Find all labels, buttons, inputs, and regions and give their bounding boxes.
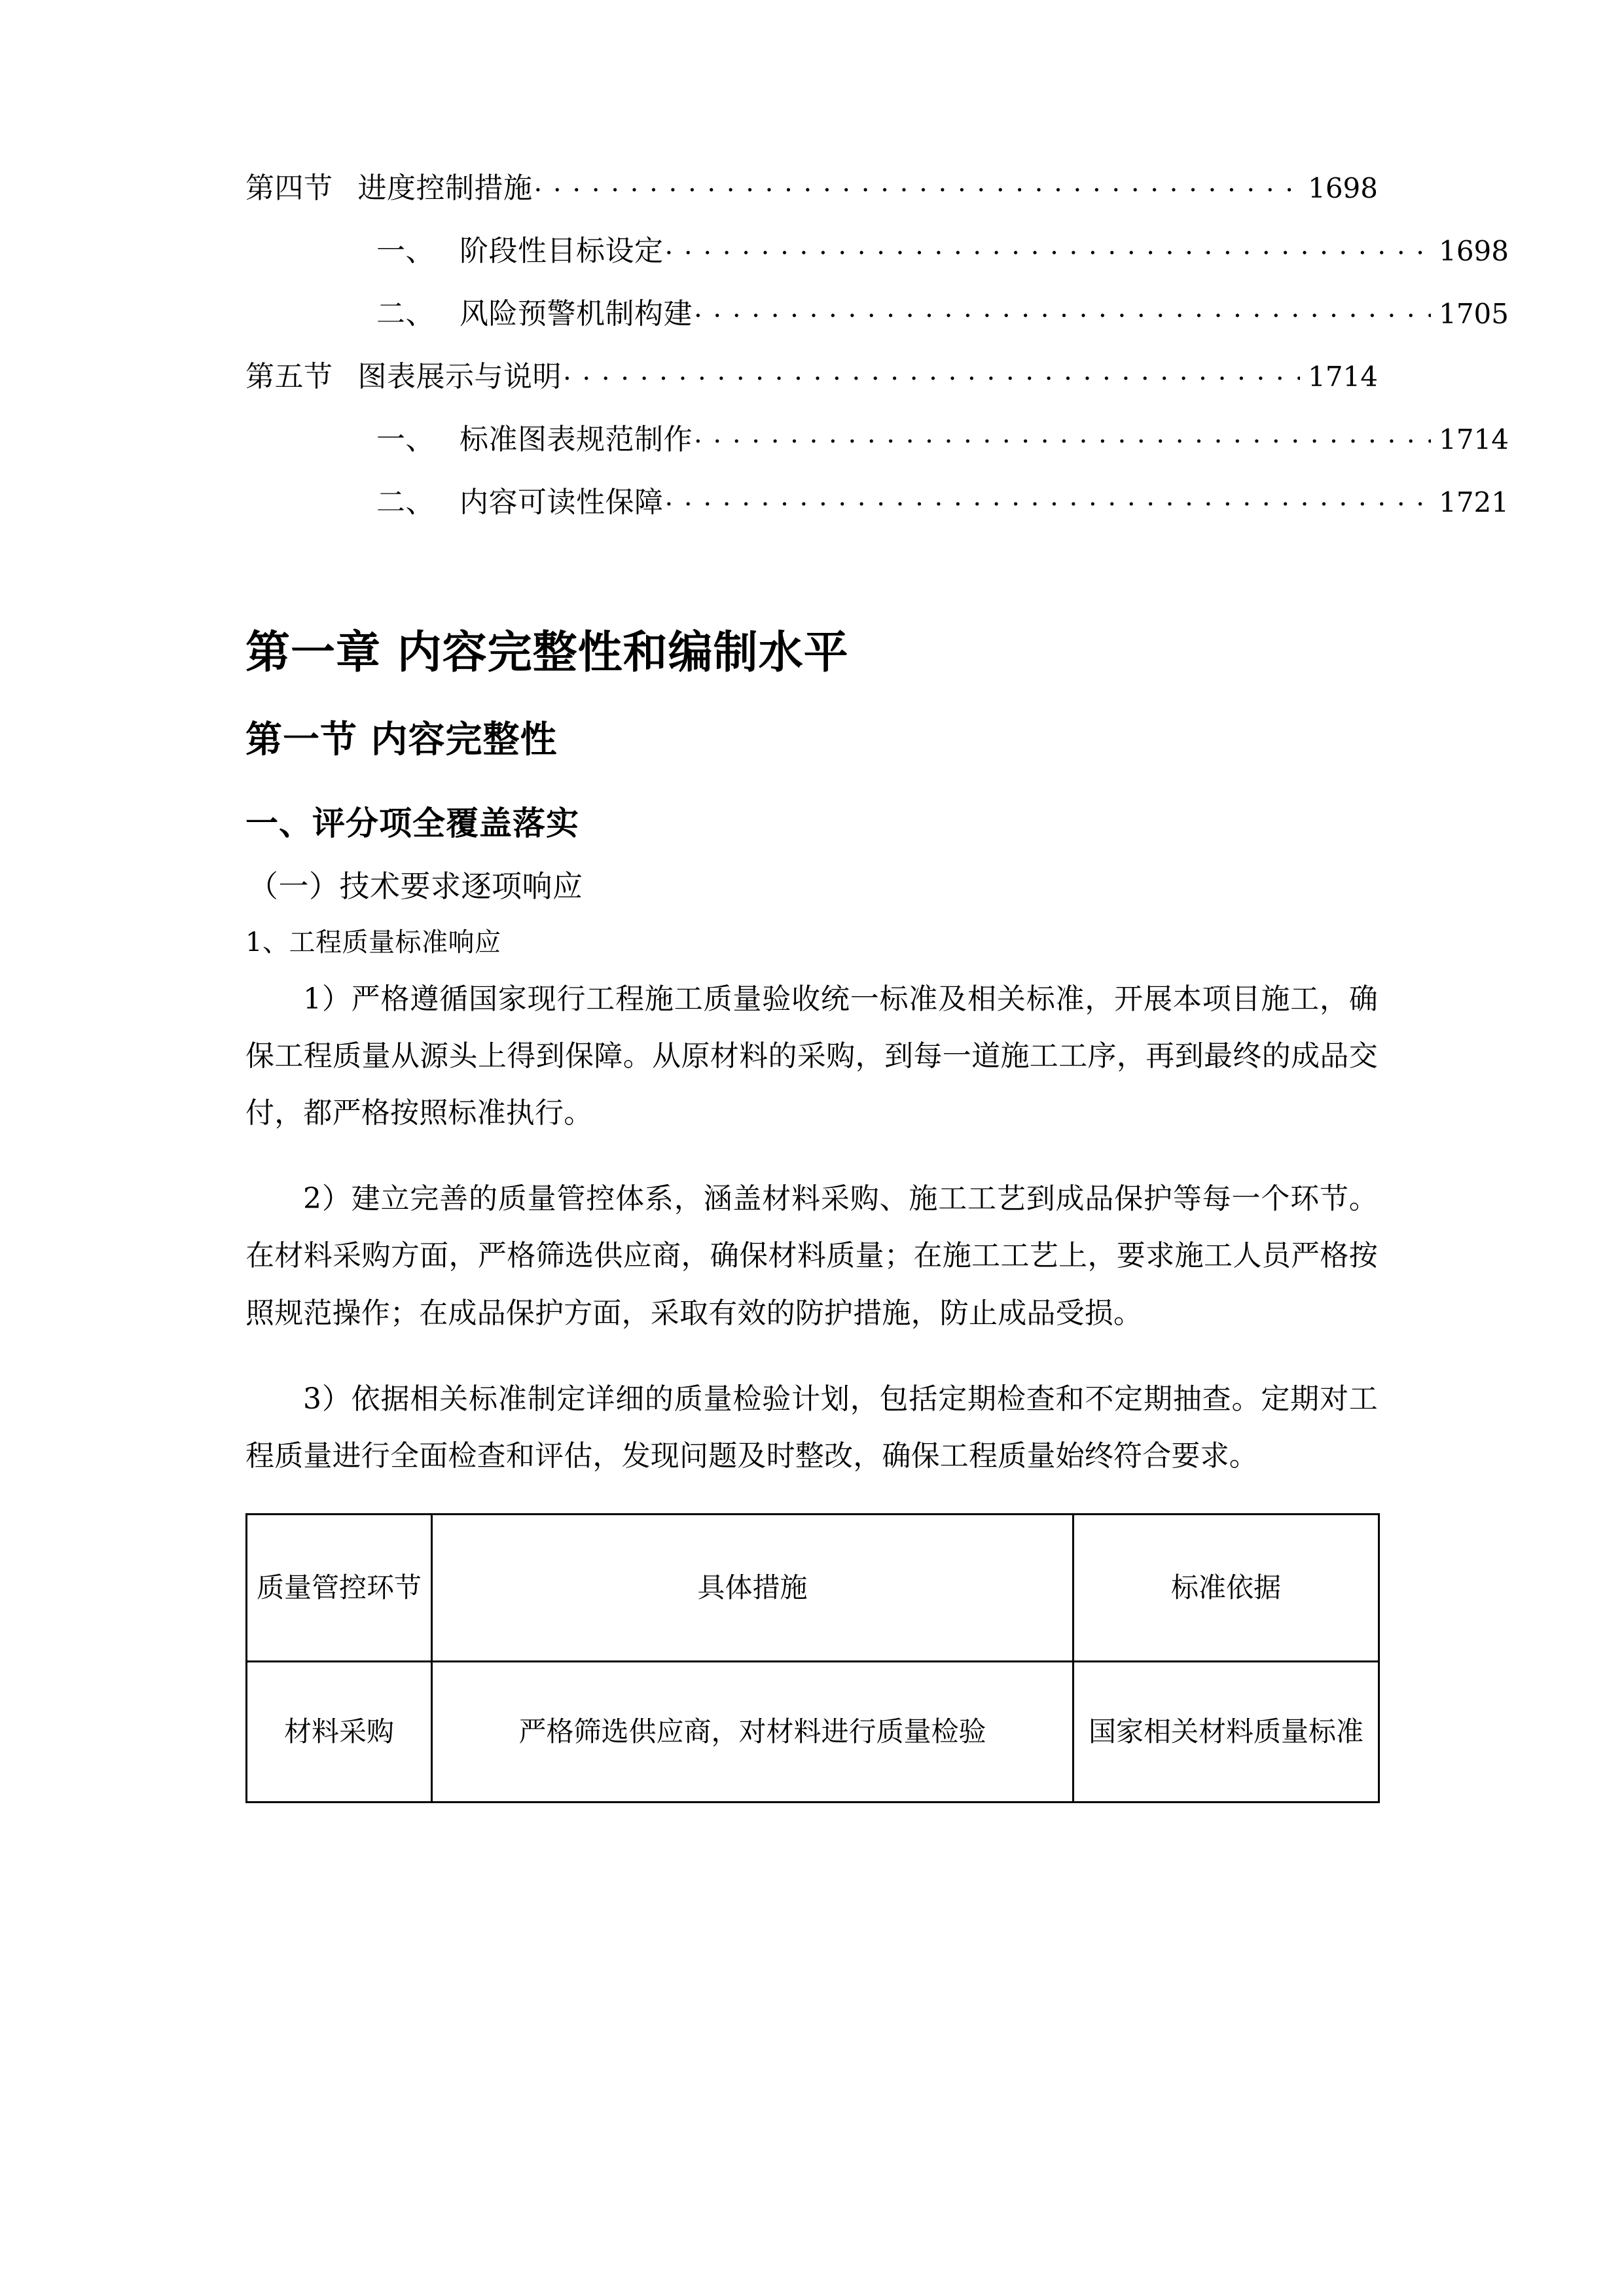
toc-entry-prefix: 二、 — [376, 297, 435, 331]
toc-entry-title: 标准图表规范制作 — [460, 423, 693, 456]
toc-page-number: 1698 — [1308, 172, 1378, 204]
toc-page-number: 1721 — [1439, 486, 1509, 518]
quality-control-table-wrapper — [245, 1513, 1378, 1803]
toc-entry-title: 风险预警机制构建 — [460, 297, 693, 331]
table-cell: 国家相关材料质量标准 — [1074, 1661, 1379, 1802]
toc-dot-leader — [563, 360, 1300, 386]
page-content — [245, 0, 1509, 1803]
toc-entry-title: 阶段性目标设定 — [460, 234, 664, 268]
numbered-heading: 1、工程质量标准响应 — [245, 927, 501, 958]
toc-dot-leader — [534, 171, 1301, 198]
section-heading: 第一节 内容完整性 — [245, 718, 558, 762]
toc-dot-leader — [694, 297, 1431, 323]
toc-entry-title: 内容可读性保障 — [460, 486, 664, 519]
toc-entry-prefix: 一、 — [376, 423, 435, 456]
table-header-cell: 具体措施 — [432, 1514, 1074, 1661]
toc-entry-title: 图表展示与说明 — [357, 360, 562, 393]
item-heading: （一）技术要求逐项响应 — [248, 869, 583, 905]
toc-entry-prefix: 二、 — [376, 486, 435, 519]
toc-entry[interactable] — [245, 486, 1509, 517]
toc-dot-leader — [665, 234, 1432, 260]
toc-page-number: 1714 — [1308, 361, 1378, 393]
toc-dot-leader — [665, 486, 1432, 512]
toc-entry[interactable] — [245, 360, 1378, 391]
toc-entry[interactable] — [245, 297, 1509, 329]
toc-entry-prefix: 第五节 — [245, 360, 333, 393]
body-paragraph: 2）建立完善的质量管控体系，涵盖材料采购、施工工艺到成品保护等每一个环节。在材料采购方面，严格筛选供应商，确保材料质量；在施工工艺上，要求施工人员严格按照规范操作；在成品保护方面，采取有效的防护措施，防止成品受损。 — [245, 1182, 1378, 1330]
toc-page-number: 1705 — [1439, 298, 1509, 330]
toc-page-number: 1698 — [1439, 235, 1509, 267]
chapter-heading: 第一章 内容完整性和编制水平 — [245, 626, 849, 679]
toc-page-number: 1714 — [1439, 423, 1509, 456]
toc-entry-title: 进度控制措施 — [357, 171, 533, 205]
table-row — [247, 1661, 1379, 1802]
table-cell: 材料采购 — [247, 1661, 432, 1802]
body-paragraph: 1）严格遵循国家现行工程施工质量验收统一标准及相关标准，开展本项目施工，确保工程质量从源头上得到保障。从原材料的采购，到每一道施工工序，再到最终的成品交付，都严格按照标准执行。 — [245, 982, 1378, 1130]
table-header-row — [247, 1514, 1379, 1661]
table-header-cell: 质量管控环节 — [247, 1514, 432, 1661]
table-cell: 严格筛选供应商，对材料进行质量检验 — [432, 1661, 1074, 1802]
table-of-contents — [245, 0, 1509, 519]
quality-control-table — [245, 1513, 1380, 1803]
table-header-cell: 标准依据 — [1074, 1514, 1379, 1661]
toc-entry-prefix: 第四节 — [245, 171, 333, 205]
toc-entry[interactable] — [245, 423, 1509, 454]
toc-entry[interactable] — [245, 171, 1378, 203]
toc-dot-leader — [694, 423, 1431, 449]
subsection-heading: 一、评分项全覆盖落实 — [245, 803, 579, 842]
toc-entry[interactable] — [245, 234, 1509, 266]
toc-entry-prefix: 一、 — [376, 234, 435, 268]
body-paragraph: 3）依据相关标准制定详细的质量检验计划，包括定期检查和不定期抽查。定期对工程质量进行全面检查和评估，发现问题及时整改，确保工程质量始终符合要求。 — [245, 1382, 1378, 1473]
